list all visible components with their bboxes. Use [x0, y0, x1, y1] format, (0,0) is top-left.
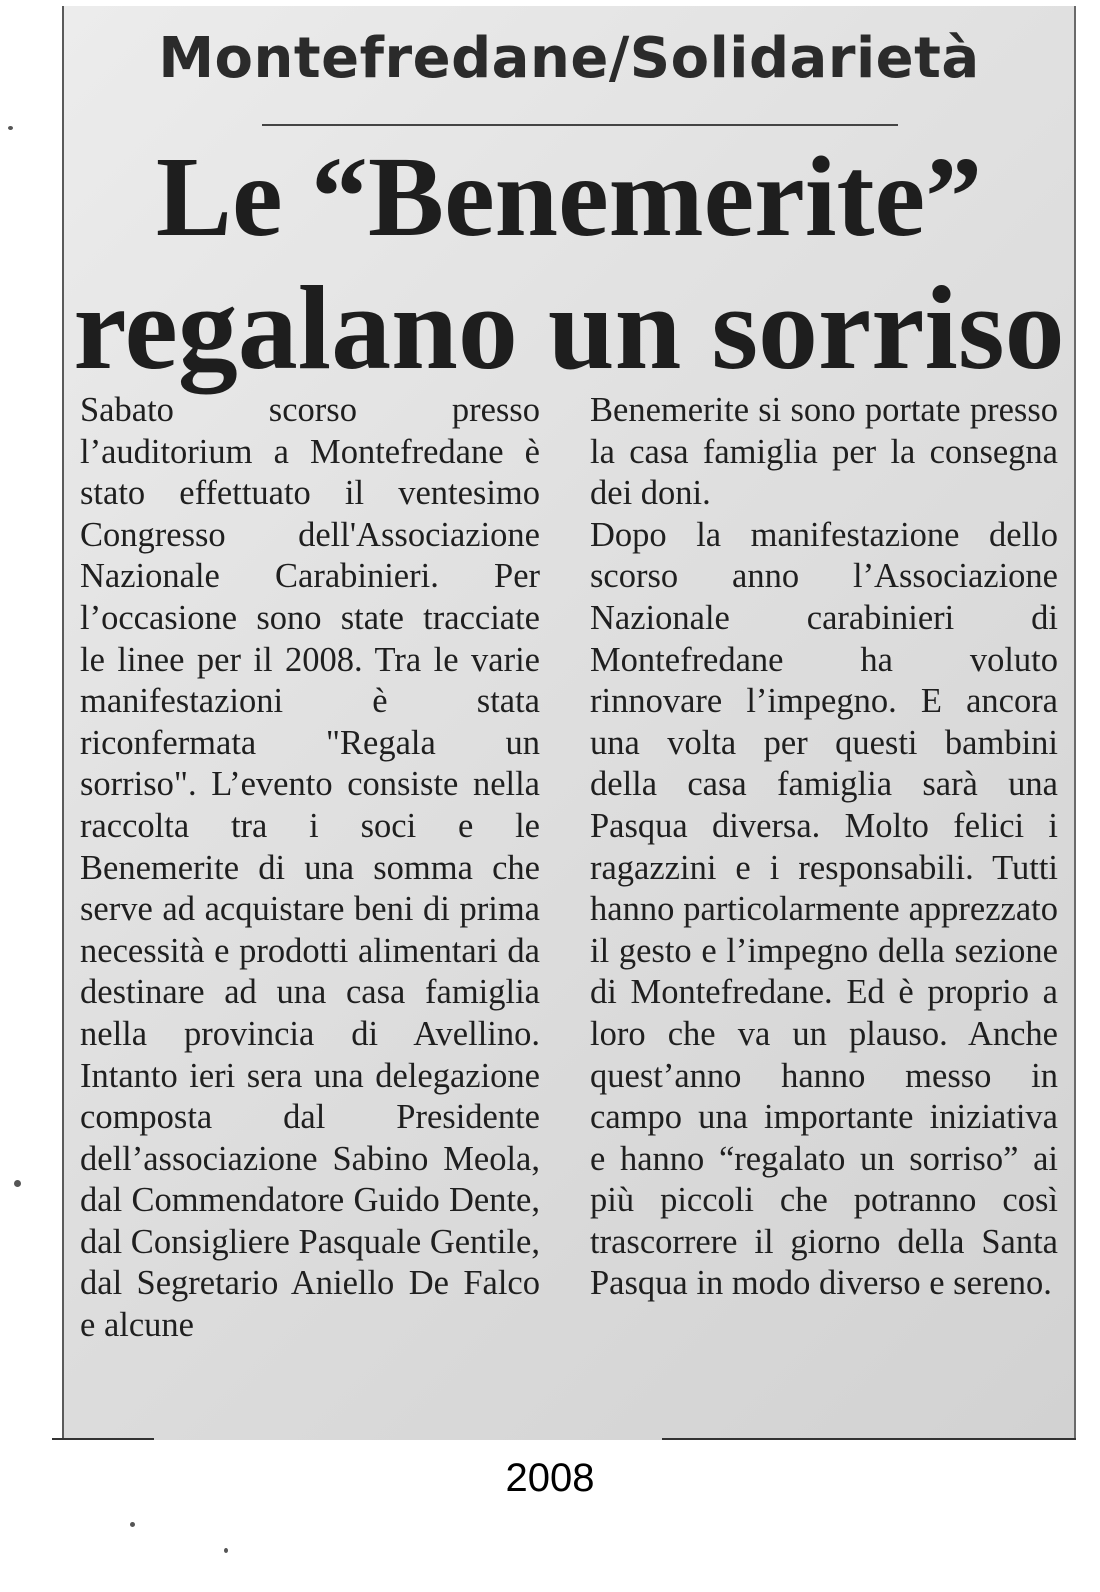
- scan-speck: [14, 1180, 21, 1187]
- column-left-paragraph-1: Sabato scorso presso l’auditorium a Montefredane è stato effettuato il ventesimo Congresso dell'Associazione Nazionale Carabinieri. Per l’occasione sono state tracciate le linee per il 2008. Tra le varie manifestazioni è stata riconfermata "Regala un sorriso". L’evento consiste nella raccolta tra i soci e le Benemerite di una somma che serve ad acquistare beni di prima necessità e prodotti alimentari da destinare ad una casa famiglia nella provincia di Avellino. Intanto ieri sera una delegazione composta dal Presidente dell’associazione Sabino Meola, dal Commendatore Guido Dente, dal Consigliere Pasquale Gentile, dal Segretario Aniello De Falco e alcune: [80, 391, 540, 1345]
- scan-speck: [130, 1522, 135, 1527]
- bottom-divider-left: [52, 1438, 154, 1440]
- article-kicker: Montefredane/Solidarietà: [158, 26, 980, 91]
- bottom-divider-right: [662, 1438, 1076, 1440]
- column-right-paragraph-2: Dopo la manifestazione dello scorso anno l’Associazione Nazionale carabinieri di Montefredane ha voluto rinnovare l’impegno. E ancora una volta per questi bambini della casa famiglia sarà una Pasqua diversa. Molto felici i ragazzini e i responsabili. Tutti hanno particolarmente apprezzato il gesto e l’impegno della sezione di Montefredane. Ed è proprio a loro che va un plauso. Anche quest’anno hanno messo in campo una importante iniziativa e hanno “regalato un sorriso” ai più piccoli che potranno così trascorrere il giorno della Santa Pasqua in modo diverso e sereno.: [590, 515, 1058, 1303]
- headline-line-1: Le “Benemerite”: [155, 133, 983, 260]
- scan-speck: [224, 1548, 228, 1553]
- column-right-paragraph-1: Benemerite si sono portate presso la casa famiglia per la consegna dei doni.: [590, 391, 1058, 513]
- year-caption: 2008: [505, 1456, 595, 1500]
- article-column-left: [80, 390, 540, 1347]
- headline-line-2: regalano un sorriso: [73, 261, 1065, 394]
- kicker-divider: [262, 124, 898, 126]
- scan-speck: [8, 126, 13, 130]
- article-column-right: [590, 390, 1058, 1305]
